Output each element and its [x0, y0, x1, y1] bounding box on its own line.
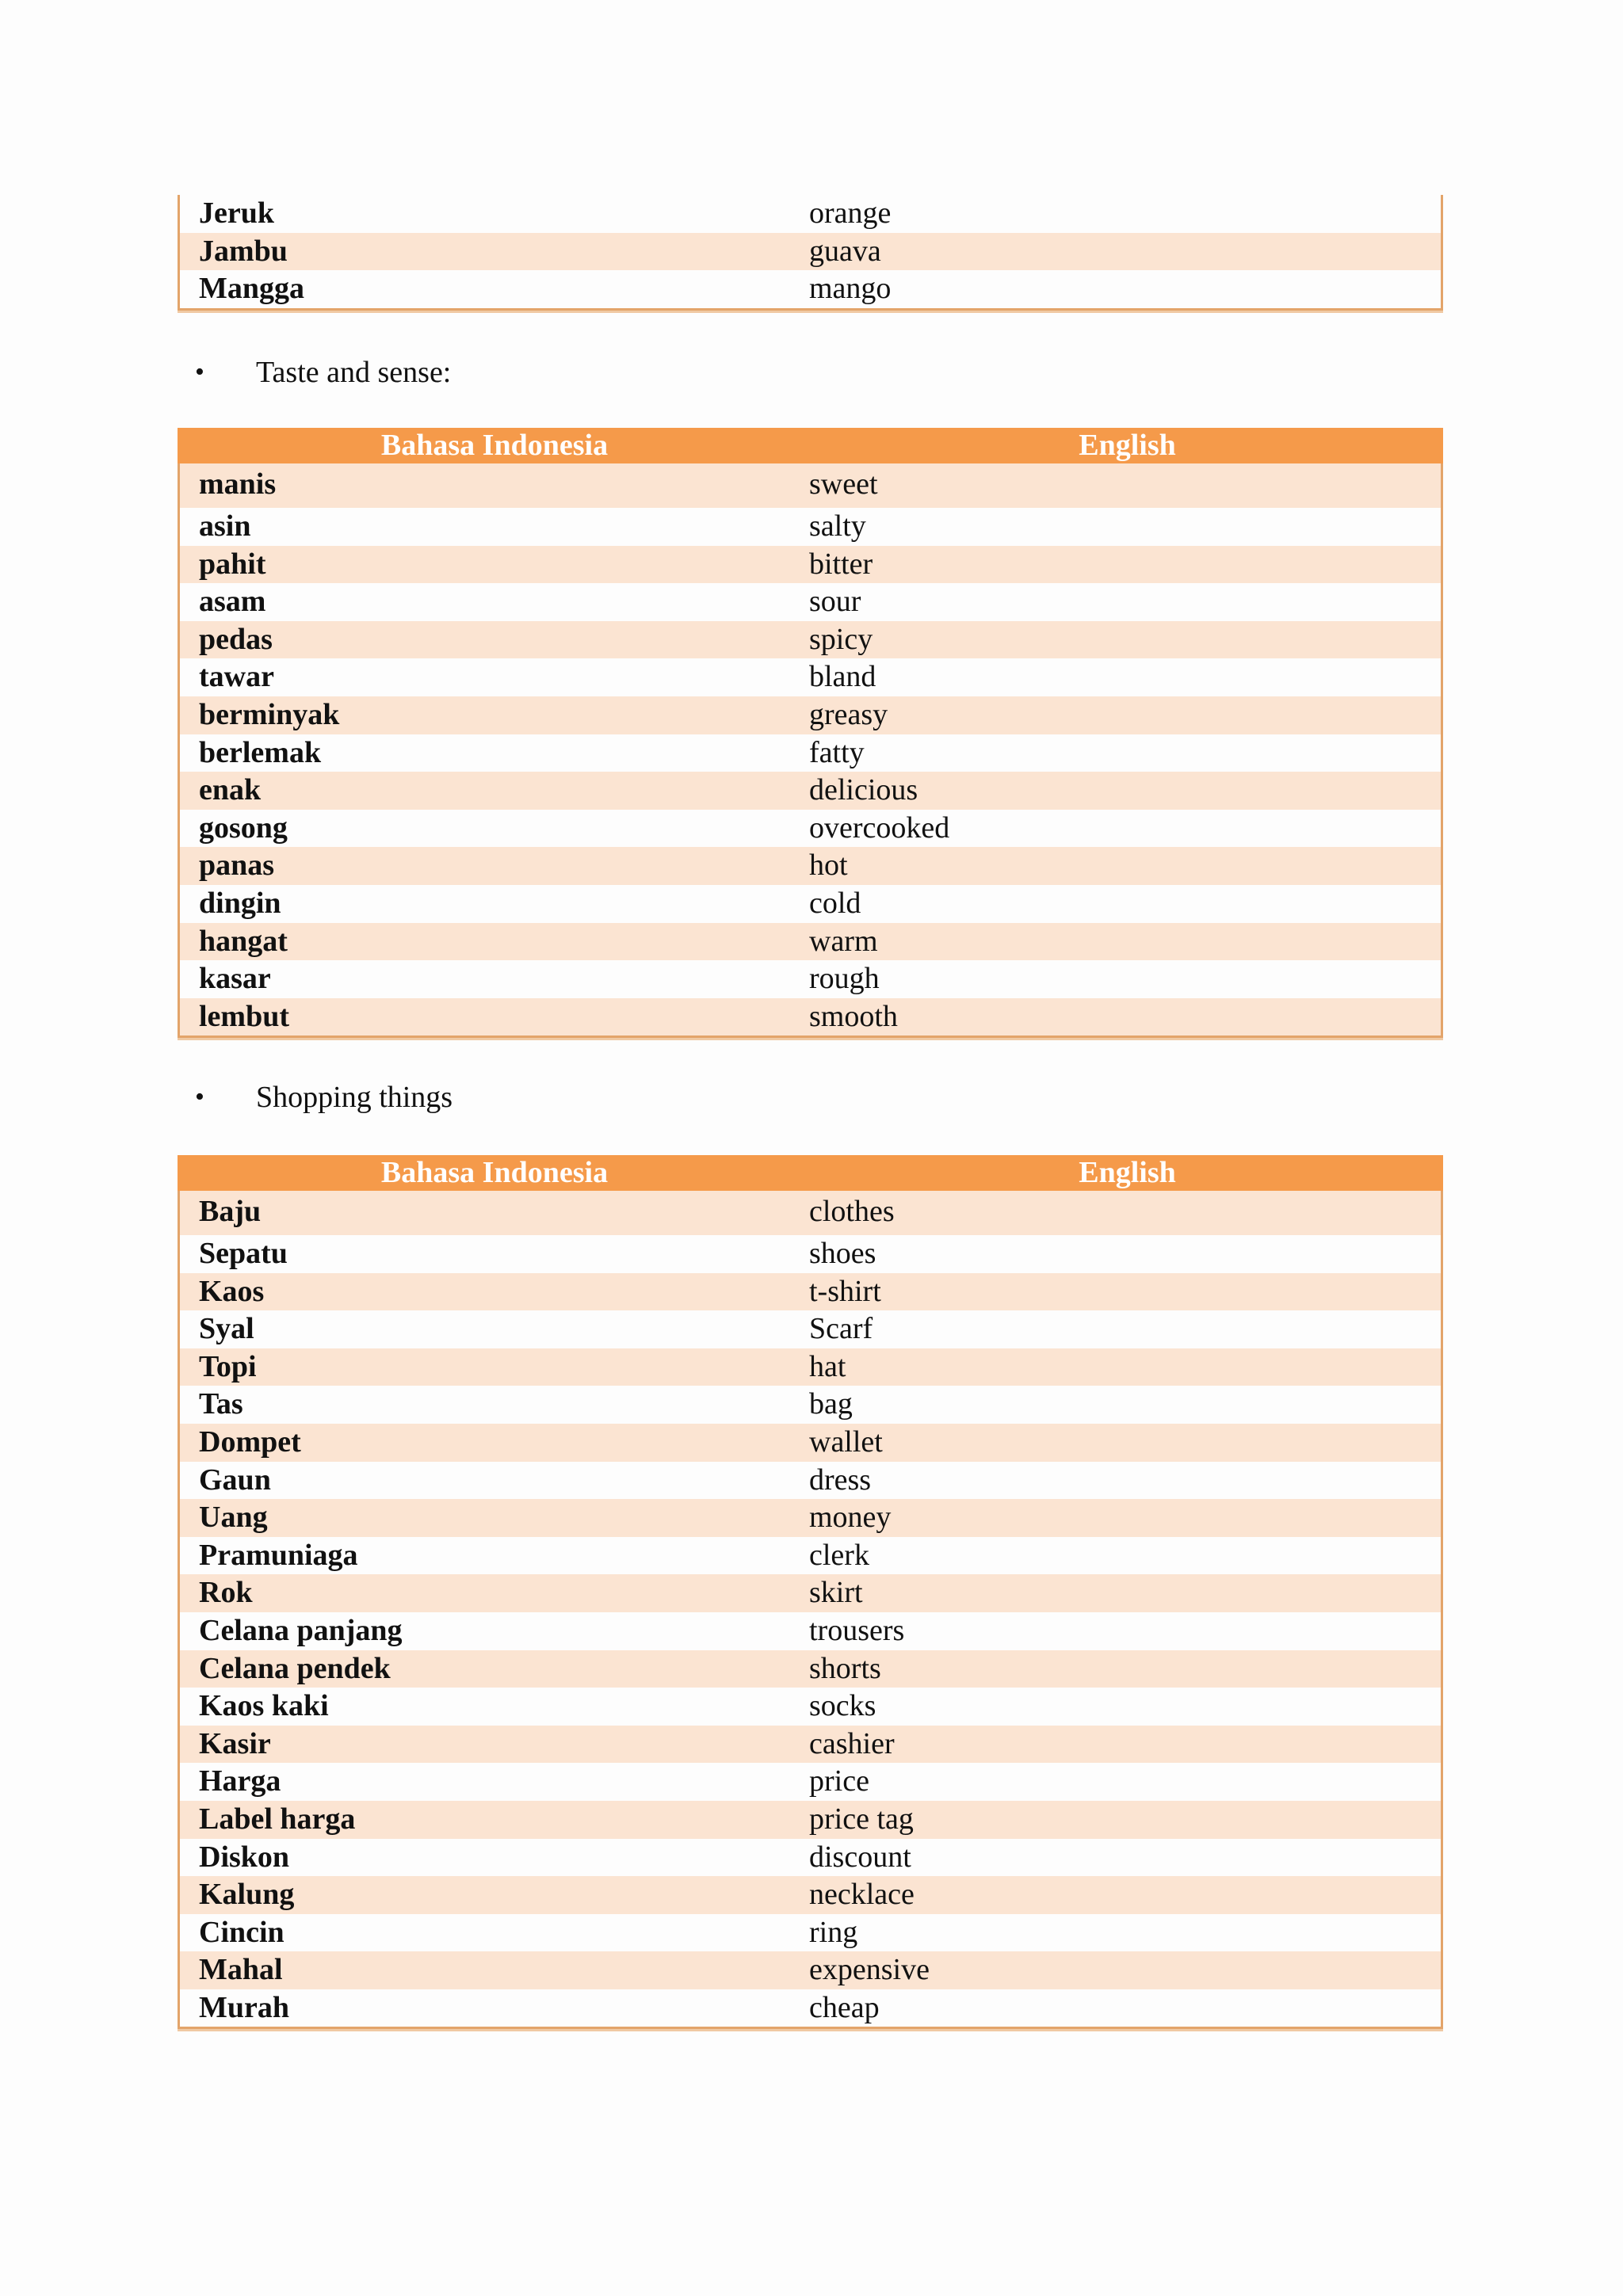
english-word: warm [809, 924, 878, 958]
indonesian-word: Mangga [199, 272, 304, 306]
table-row [180, 772, 1441, 810]
english-word: delicious [809, 773, 918, 807]
indonesian-word: Kasir [199, 1726, 271, 1760]
table-row [180, 463, 1441, 508]
indonesian-word: Jeruk [199, 196, 274, 230]
table-row [180, 1726, 1441, 1764]
indonesian-word: Sepatu [199, 1237, 288, 1270]
english-word: guava [809, 234, 881, 268]
indonesian-word: Uang [199, 1501, 268, 1535]
english-word: wallet [809, 1425, 883, 1459]
english-word: Scarf [809, 1312, 873, 1346]
section-heading-shopping [195, 1079, 453, 1116]
indonesian-word: Gaun [199, 1463, 271, 1497]
english-word: skirt [809, 1576, 863, 1610]
table-row [180, 1499, 1441, 1537]
column-header-indonesian: Bahasa Indonesia [380, 429, 609, 462]
table-body [180, 1191, 1441, 2027]
table-row [180, 195, 1441, 233]
indonesian-word: tawar [199, 660, 274, 694]
indonesian-word: asin [199, 509, 251, 543]
english-word: cheap [809, 1990, 880, 2024]
english-word: spicy [809, 622, 873, 656]
table-row [180, 1574, 1441, 1612]
table-row [180, 1763, 1441, 1801]
english-word: rough [809, 962, 880, 996]
indonesian-word: lembut [199, 999, 289, 1033]
fruits-vocabulary-table [178, 195, 1443, 311]
table-row [180, 1650, 1441, 1688]
indonesian-word: Dompet [199, 1425, 301, 1459]
table-row [180, 1537, 1441, 1575]
indonesian-word: Tas [199, 1387, 243, 1421]
english-word: hot [809, 849, 848, 883]
indonesian-word: Celana pendek [199, 1651, 391, 1685]
indonesian-word: pahit [199, 547, 266, 581]
indonesian-word: manis [199, 467, 277, 501]
indonesian-word: panas [199, 849, 275, 883]
column-header-english: English [1079, 429, 1176, 462]
table-row [180, 734, 1441, 772]
table-row [180, 1386, 1441, 1424]
column-header-english: English [1079, 1156, 1176, 1189]
shopping-vocabulary-table [178, 1155, 1443, 2029]
indonesian-word: Cincin [199, 1915, 285, 1949]
indonesian-word: Murah [199, 1990, 289, 2024]
english-word: ring [809, 1915, 858, 1949]
table-row [180, 621, 1441, 659]
english-word: price tag [809, 1802, 914, 1836]
column-header-indonesian: Bahasa Indonesia [380, 1156, 609, 1189]
section-heading-taste [195, 354, 451, 391]
indonesian-word: Syal [199, 1312, 254, 1346]
table-body [180, 463, 1441, 1035]
english-word: shorts [809, 1651, 881, 1685]
table-row [180, 546, 1441, 584]
english-word: orange [809, 196, 892, 230]
indonesian-word: berlemak [199, 735, 322, 769]
english-word: expensive [809, 1953, 930, 1987]
bullet-icon: • [195, 1082, 204, 1112]
table-row [180, 960, 1441, 998]
english-word: dress [809, 1463, 872, 1497]
table-row [180, 1989, 1441, 2027]
indonesian-word: Pramuniaga [199, 1538, 358, 1572]
indonesian-word: Diskon [199, 1840, 290, 1874]
indonesian-word: enak [199, 773, 262, 807]
table-row [180, 1273, 1441, 1311]
table-row [180, 1424, 1441, 1462]
table-row [180, 270, 1441, 308]
english-word: cold [809, 886, 861, 920]
indonesian-word: kasar [199, 962, 271, 996]
indonesian-word: Baju [199, 1195, 262, 1228]
indonesian-word: Kaos [199, 1274, 265, 1308]
english-word: bag [809, 1387, 853, 1421]
english-word: socks [809, 1689, 876, 1723]
section-heading-text: Shopping things [256, 1081, 453, 1114]
indonesian-word: berminyak [199, 697, 340, 731]
english-word: cashier [809, 1726, 895, 1760]
indonesian-word: Celana panjang [199, 1613, 403, 1647]
table-row [180, 1688, 1441, 1726]
table-row [180, 923, 1441, 961]
table-row [180, 1914, 1441, 1952]
table-row [180, 583, 1441, 621]
table-row [180, 1310, 1441, 1348]
section-heading-text: Taste and sense: [256, 356, 452, 389]
indonesian-word: Label harga [199, 1802, 356, 1836]
english-word: trousers [809, 1613, 905, 1647]
english-word: necklace [809, 1878, 915, 1912]
indonesian-word: Mahal [199, 1953, 283, 1987]
english-word: sweet [809, 467, 878, 501]
english-word: price [809, 1764, 869, 1798]
english-word: t-shirt [809, 1274, 881, 1308]
table-row [180, 1348, 1441, 1386]
table-row [180, 998, 1441, 1036]
table-row [180, 810, 1441, 848]
indonesian-word: gosong [199, 810, 288, 845]
table-header [178, 1155, 1443, 1191]
english-word: clerk [809, 1538, 869, 1572]
table-row [180, 1462, 1441, 1500]
english-word: money [809, 1501, 892, 1535]
indonesian-word: asam [199, 585, 266, 619]
indonesian-word: Harga [199, 1764, 281, 1798]
indonesian-word: Topi [199, 1349, 257, 1383]
english-word: bitter [809, 547, 873, 581]
english-word: greasy [809, 697, 888, 731]
english-word: shoes [809, 1237, 876, 1270]
table-row [180, 1951, 1441, 1989]
table-row [180, 233, 1441, 271]
table-row [180, 508, 1441, 546]
table-row [180, 658, 1441, 696]
english-word: clothes [809, 1195, 895, 1228]
table-header [178, 428, 1443, 463]
table-row [180, 1839, 1441, 1877]
indonesian-word: Rok [199, 1576, 253, 1610]
indonesian-word: Jambu [199, 234, 288, 268]
english-word: sour [809, 585, 861, 619]
bullet-icon: • [195, 357, 204, 387]
table-row [180, 1191, 1441, 1235]
english-word: fatty [809, 735, 865, 769]
english-word: mango [809, 272, 892, 306]
table-row [180, 847, 1441, 885]
table-row [180, 1801, 1441, 1839]
indonesian-word: pedas [199, 622, 273, 656]
table-row [180, 885, 1441, 923]
english-word: discount [809, 1840, 911, 1874]
english-word: salty [809, 509, 866, 543]
indonesian-word: Kalung [199, 1878, 295, 1912]
english-word: overcooked [809, 810, 950, 845]
table-row [180, 1876, 1441, 1914]
indonesian-word: dingin [199, 886, 281, 920]
table-row [180, 1235, 1441, 1273]
taste-vocabulary-table [178, 428, 1443, 1038]
table-row [180, 696, 1441, 734]
indonesian-word: hangat [199, 924, 288, 958]
english-word: hat [809, 1349, 846, 1383]
indonesian-word: Kaos kaki [199, 1689, 329, 1723]
english-word: smooth [809, 999, 898, 1033]
table-row [180, 1612, 1441, 1650]
english-word: bland [809, 660, 876, 694]
